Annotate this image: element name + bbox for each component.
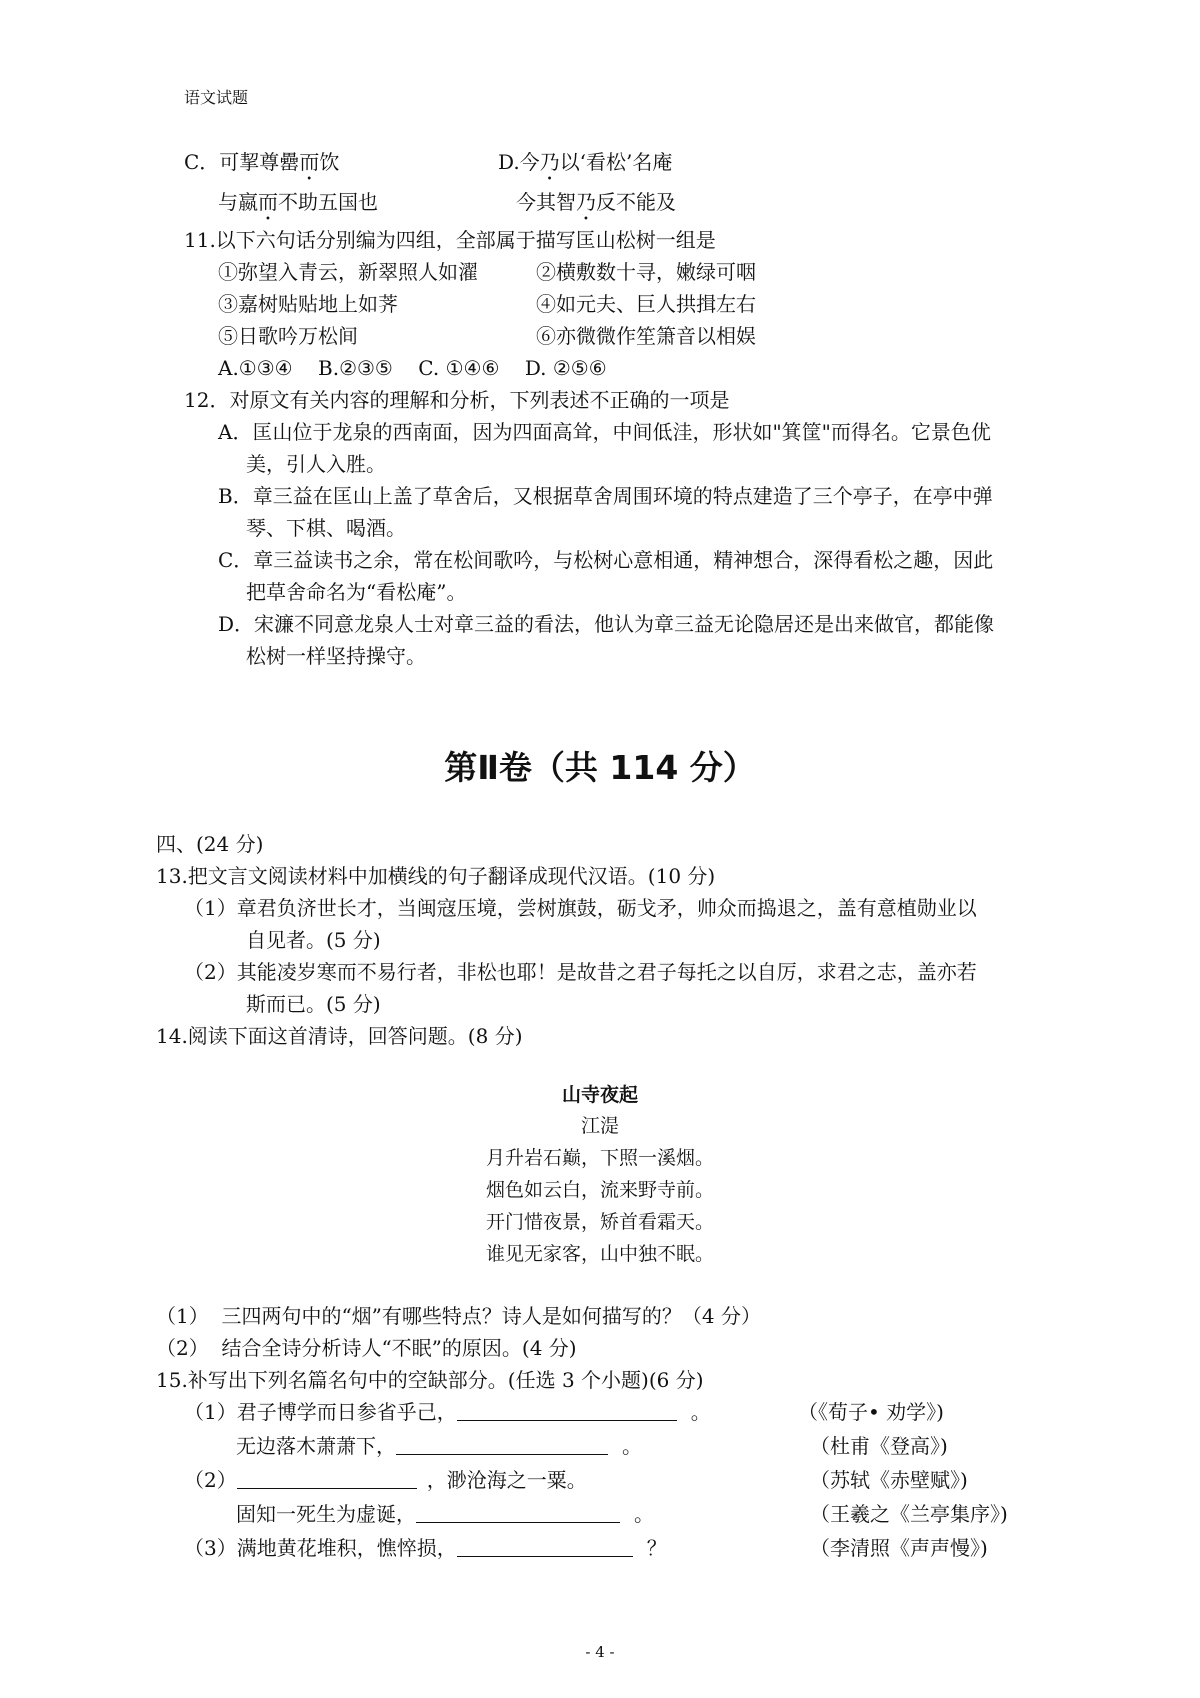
fill-blank[interactable] (457, 1400, 677, 1421)
q15-r1a-text: （1）君子博学而日参省乎己， (184, 1400, 457, 1424)
q13-item-1-line2: 自见者。(5 分) (246, 928, 381, 952)
page-number: - 4 - (585, 1643, 615, 1661)
q15-r1a-source: （《荀子• 劝学》) (798, 1400, 944, 1424)
q12-option-c-line1: C．章三益读书之余，常在松间歌吟，与松树心意相通，精神想合，深得看松之趣，因此 (218, 548, 994, 572)
q10-d1-rest: 以‘看松’名庵 (559, 150, 673, 174)
q10-d1-emph: 乃 (539, 150, 560, 174)
q10-c1-emph: 而 (299, 150, 320, 174)
q12-option-d-line1: D．宋濂不同意龙泉人士对章三益的看法，他认为章三益无论隐居还是出来做官，都能像 (218, 612, 995, 636)
q15-row-2b (236, 1502, 654, 1526)
q10-d1-text: D.今 (498, 150, 540, 174)
q15-r1b-text: 无边落木萧萧下， (236, 1434, 396, 1458)
q11-item-1: ①弥望入青云，新翠照人如濯 (218, 260, 478, 284)
q14-stem: 14.阅读下面这首清诗，回答问题。(8 分) (156, 1024, 523, 1048)
q13-item-2-line2: 斯而已。(5 分) (246, 992, 381, 1016)
q11-item-6: ⑥亦微微作笙箫音以相娱 (536, 324, 756, 348)
q12-option-d-line2: 松树一样坚持操守。 (246, 644, 426, 668)
q15-r2b-source: （王羲之《兰亭集序》) (810, 1502, 1008, 1526)
q10-option-c-line1 (184, 150, 339, 185)
q10-d2-text: 今其智 (516, 190, 576, 214)
fill-blank[interactable] (396, 1434, 608, 1455)
poem-line: 谁见无家客，山中独不眠。 (485, 1243, 714, 1265)
q14-sub-1: （1） 三四两句中的“烟”有哪些特点？诗人是如何描写的？（4 分） (156, 1304, 761, 1328)
q10-option-d-line1 (498, 150, 672, 185)
q15-r2b-text: 固知一死生为虚诞， (236, 1502, 416, 1526)
q11-item-3: ③嘉树贴贴地上如荠 (218, 292, 398, 316)
fill-blank[interactable] (457, 1536, 633, 1557)
q12-option-b-line1: B．章三益在匡山上盖了草舍后，又根据草舍周围环境的特点建造了三个亭子，在亭中弹 (218, 484, 993, 508)
q15-r1b-source: （杜甫《登高》) (810, 1434, 948, 1458)
section-title: 第Ⅱ卷（共 114 分） (444, 748, 756, 787)
q11-item-5: ⑤日歌吟万松间 (218, 324, 358, 348)
q15-r2a-text: （2） (184, 1468, 237, 1492)
q15-r1a-punct: 。 (690, 1400, 711, 1424)
poem-line: 烟色如云白，流来野寺前。 (485, 1179, 714, 1201)
q15-r2b-punct: 。 (634, 1502, 654, 1526)
q14-sub-2: （2） 结合全诗分析诗人“不眠”的原因。(4 分) (156, 1336, 577, 1360)
q15-r2a-rest: ，渺沧海之一粟。 (426, 1468, 587, 1492)
q10-option-d-line2 (516, 190, 676, 225)
q10-option-c-line2 (218, 190, 378, 225)
q13-item-1-line1: （1）章君负济世长才，当闽寇压境，尝树旗鼓，砺戈矛，帅众而捣退之，盖有意植勋业以 (184, 896, 977, 920)
q13-stem: 13.把文言文阅读材料中加横线的句子翻译成现代汉语。(10 分) (156, 864, 716, 888)
part4-heading: 四、(24 分) (156, 832, 264, 856)
poem-line: 开门惜夜景，矫首看霜天。 (485, 1211, 714, 1233)
q11-stem: 11.以下六句话分别编为四组，全部属于描写匡山松树一组是 (184, 228, 716, 252)
q10-c2-emph: 而 (258, 190, 278, 214)
q12-option-c-line2: 把草舍命名为“看松庵”。 (246, 580, 467, 604)
page-header: 语文试题 (184, 88, 249, 107)
q10-d2-emph: 乃 (576, 190, 596, 214)
poem-title: 山寺夜起 (561, 1084, 638, 1106)
q10-c1-rest: 饮 (319, 150, 340, 174)
poem-line: 月升岩石巅，下照一溪烟。 (485, 1147, 714, 1169)
q11-item-2: ②横敷数十寻，嫩绿可咽 (536, 260, 756, 284)
q12-stem: 12．对原文有关内容的理解和分析，下列表述不正确的一项是 (184, 388, 730, 412)
q10-c1-text: C．可挈尊罍 (184, 150, 300, 174)
q15-r2a-source: （苏轼《赤壁赋》) (810, 1468, 968, 1492)
q15-row-1a (184, 1400, 711, 1424)
q15-row-3 (184, 1536, 667, 1560)
fill-blank[interactable] (416, 1502, 620, 1523)
fill-blank[interactable] (237, 1468, 417, 1489)
q15-row-2a (184, 1468, 587, 1492)
q10-d2-rest: 反不能及 (596, 190, 676, 214)
q15-r3-text: （3）满地黄花堆积，憔悴损， (184, 1536, 457, 1560)
poem-author: 江湜 (580, 1115, 619, 1137)
q15-r3-source: （李清照《声声慢》) (810, 1536, 988, 1560)
q15-stem: 15.补写出下列名篇名句中的空缺部分。(任选 3 个小题)(6 分) (156, 1368, 704, 1392)
q15-row-1b (236, 1434, 642, 1458)
q12-option-a-line1: A．匡山位于龙泉的西南面，因为四面高耸，中间低洼，形状如"箕筐"而得名。它景色优 (218, 420, 991, 444)
q13-item-2-line1: （2）其能凌岁寒而不易行者，非松也耶！是故昔之君子每托之以自厉，求君之志，盖亦若 (184, 960, 977, 984)
q10-c2-text: 与嬴 (218, 190, 258, 214)
q15-r3-punct: ？ (646, 1536, 667, 1560)
q10-c2-rest: 不助五国也 (278, 190, 378, 214)
q12-option-a-line2: 美，引人入胜。 (246, 452, 386, 476)
q12-option-b-line2: 琴、下棋、喝酒。 (246, 516, 406, 540)
q15-r1b-punct: 。 (622, 1434, 642, 1458)
q11-options: A.①③④ B.②③⑤ C. ①④⑥ D. ②⑤⑥ (218, 356, 607, 380)
q11-item-4: ④如元夫、巨人拱揖左右 (536, 292, 756, 316)
